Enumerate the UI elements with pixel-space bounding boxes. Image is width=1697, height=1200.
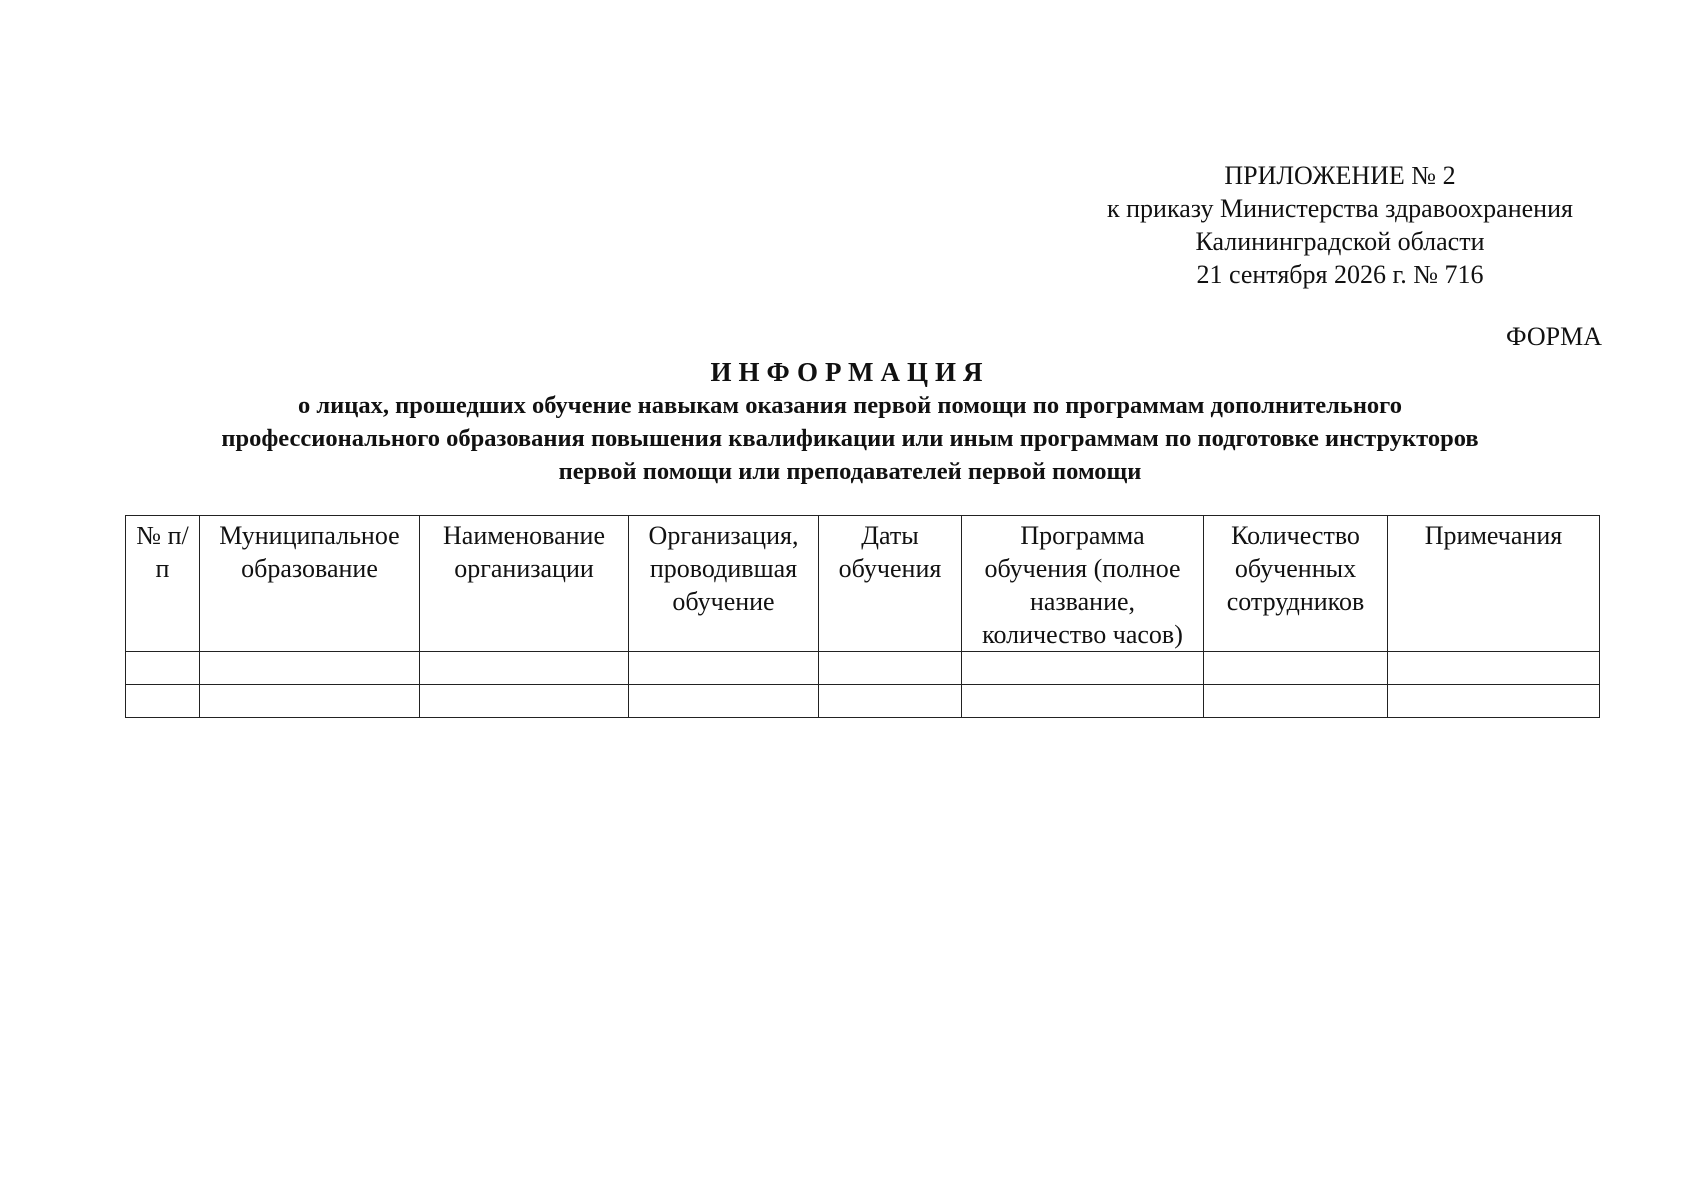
title-subtitle-line-2: профессионального образования повышения квалификации или иным программам по подготовке инструкторов	[221, 425, 1479, 452]
title-subtitle-line-3: первой помощи или преподавателей первой помощи	[558, 458, 1142, 485]
table-cell[interactable]	[819, 652, 962, 685]
table-cell[interactable]	[962, 652, 1204, 685]
table-cell[interactable]	[200, 685, 420, 718]
column-header-trained-count: Количество обученных сотрудников	[1204, 516, 1388, 652]
appendix-title: ПРИЛОЖЕНИЕ № 2	[1224, 161, 1456, 190]
table-cell[interactable]	[1204, 685, 1388, 718]
table-cell[interactable]	[819, 685, 962, 718]
appendix-date-number: 21 сентября 2026 г. № 716	[1196, 260, 1484, 289]
appendix-region: Калининградской области	[1195, 227, 1485, 256]
table-cell[interactable]	[126, 685, 200, 718]
table-cell[interactable]	[1204, 652, 1388, 685]
column-header-municipality: Муниципальное образование	[200, 516, 420, 652]
table-cell[interactable]	[1388, 652, 1600, 685]
table-header-row	[126, 516, 1600, 652]
appendix-header	[1070, 159, 1610, 291]
training-info-table	[125, 515, 1600, 718]
column-header-training-dates: Даты обучения	[819, 516, 962, 652]
document-title	[100, 355, 1600, 488]
table-cell[interactable]	[1388, 685, 1600, 718]
table-cell[interactable]	[629, 685, 819, 718]
form-label: ФОРМА	[1506, 322, 1602, 351]
title-main: ИНФОРМАЦИЯ	[710, 357, 990, 387]
title-subtitle-line-1: о лицах, прошедших обучение навыкам оказания первой помощи по программам дополнительного	[298, 392, 1402, 419]
column-header-training-program: Программа обучения (полное название, количество часов)	[962, 516, 1204, 652]
table-cell[interactable]	[200, 652, 420, 685]
table-cell[interactable]	[126, 652, 200, 685]
table-cell[interactable]	[420, 652, 629, 685]
column-header-organization-name: Наименование организации	[420, 516, 629, 652]
table-cell[interactable]	[962, 685, 1204, 718]
column-header-training-organization: Организация, проводившая обучение	[629, 516, 819, 652]
table-row	[126, 685, 1600, 718]
column-header-number: № п/п	[126, 516, 200, 652]
table-cell[interactable]	[629, 652, 819, 685]
table-cell[interactable]	[420, 685, 629, 718]
table-row	[126, 652, 1600, 685]
column-header-notes: Примечания	[1388, 516, 1600, 652]
appendix-order-ref: к приказу Министерства здравоохранения	[1107, 194, 1573, 223]
